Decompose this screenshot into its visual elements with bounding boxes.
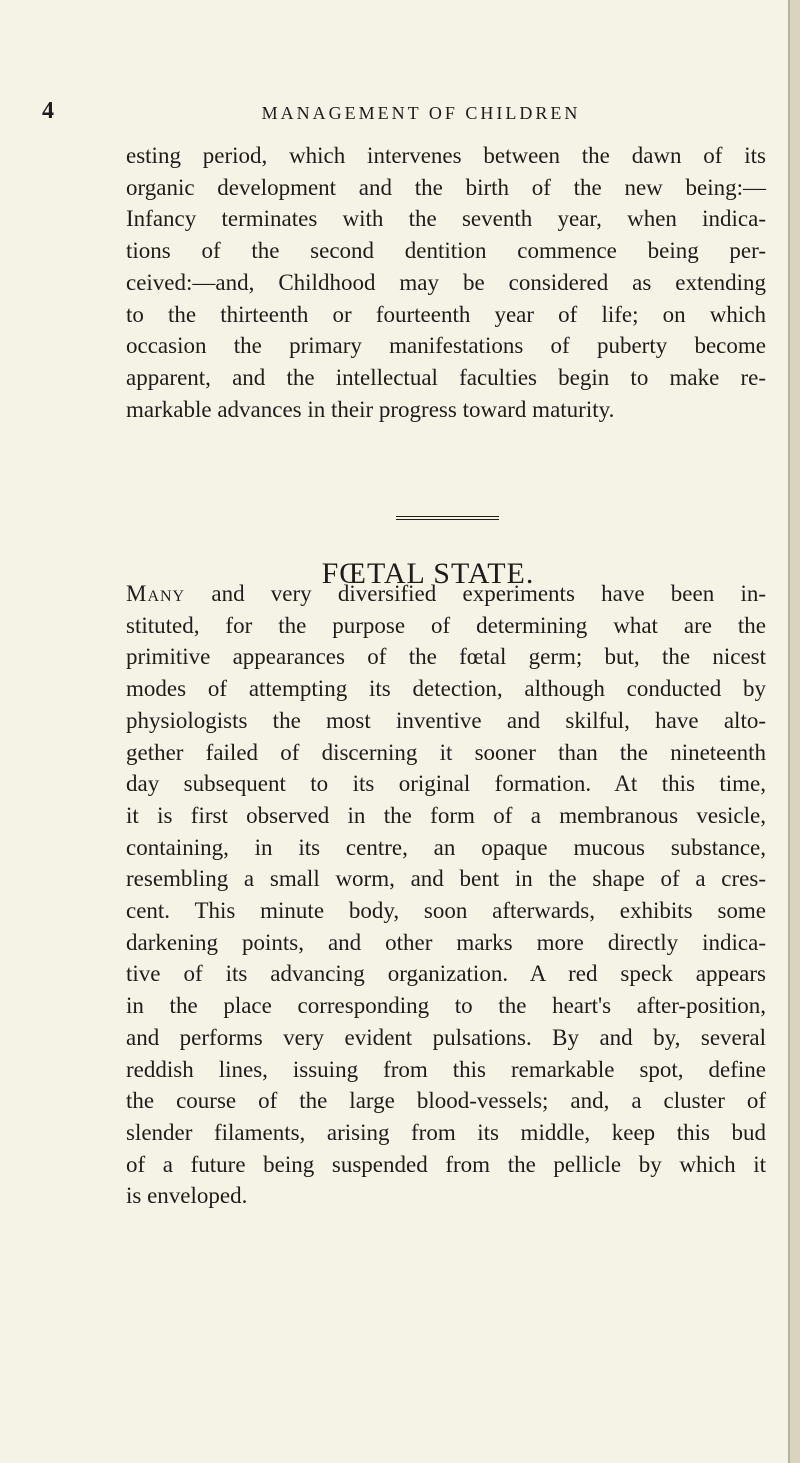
text-line: and performs very evident pulsations. By and by, several [126,1024,766,1050]
section-divider [396,516,499,520]
text-line: apparent, and the intellectual faculties begin to make re- [126,364,766,390]
section-paragraph [126,578,766,1212]
page-number: 4 [42,98,54,124]
text-line: primitive appearances of the fœtal germ; but, the nicest [126,644,766,670]
text-line: cent. This minute body, soon afterwards, exhibits some [126,898,766,924]
text-line [126,578,766,610]
text-line: Infancy terminates with the seventh year, when indica- [126,206,766,232]
text-line: ceived:—and, Childhood may be considered as extending [126,269,766,295]
text-line: resembling a small worm, and bent in the shape of a cres- [126,866,766,892]
text-line: it is first observed in the form of a membranous vesicle, [126,802,766,828]
section-title: FŒTAL STATE. [321,557,535,590]
text-line: stituted, for the purpose of determining what are the [126,612,766,638]
text-line: occasion the primary manifestations of puberty become [126,333,766,359]
text-line: tive of its advancing organization. A red speck appears [126,961,766,987]
text-line: modes of attempting its detection, although conducted by [126,676,766,702]
text-line: markable advances in their progress toward maturity. [126,396,615,422]
text-line: is enveloped. [126,1183,248,1209]
first-word: Many [126,581,186,606]
text-line: physiologists the most inventive and skilful, have alto- [126,707,766,733]
running-title: MANAGEMENT OF CHILDREN [261,103,581,123]
text-line: darkening points, and other marks more directly indica- [126,929,766,955]
text-line: the course of the large blood-vessels; and, a cluster of [126,1088,766,1114]
text-line: in the place corresponding to the heart's after-position, [126,993,766,1019]
text-line: slender filaments, arising from its middle, keep this bud [126,1119,766,1145]
text-line: esting period, which intervenes between the dawn of its [126,143,766,168]
page-edge [788,0,800,1463]
text-line: day subsequent to its original formation. At this time, [126,771,766,797]
text-line: containing, in its centre, an opaque mucous substance, [126,834,766,860]
text-line: gether failed of discerning it sooner than the nineteenth [126,739,766,765]
intro-paragraph [126,140,766,425]
text-line: of a future being suspended from the pellicle by which it [126,1151,766,1177]
text-line: reddish lines, issuing from this remarkable spot, define [126,1056,766,1082]
text-line: tions of the second dentition commence being per- [126,238,766,264]
text-line: organic development and the birth of the new being:— [126,174,766,200]
first-line-rest: and very diversified experiments have been in- [185,581,766,606]
text-line: to the thirteenth or fourteenth year of life; on which [126,301,766,327]
